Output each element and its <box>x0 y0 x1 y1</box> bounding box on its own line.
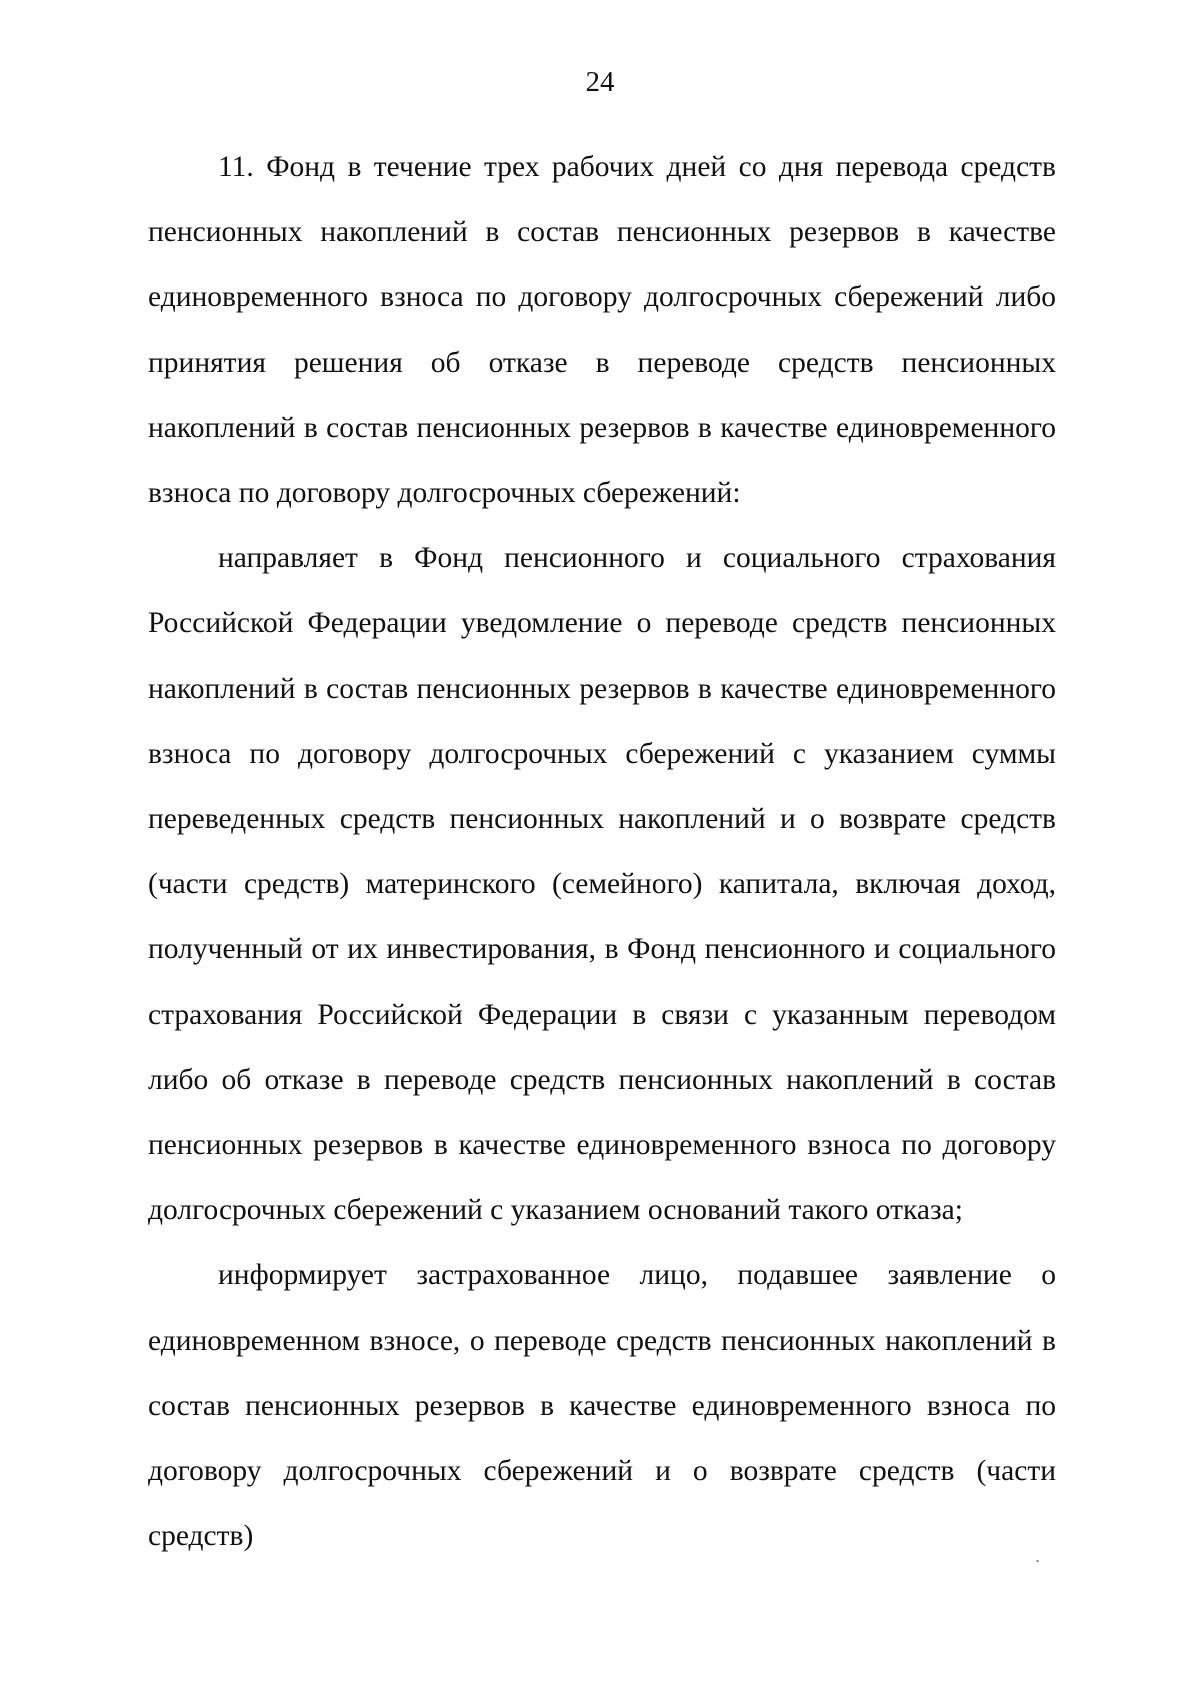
document-body <box>148 135 1056 1569</box>
paragraph-notifies-fund: направляет в Фонд пенсионного и социального страхования Российской Федерации уведомление о переводе средств пенсионных накоплений в состав пенсионных резервов в качестве единовременного взноса по договору долгосрочных сбережений с указанием суммы переведенных средств пенсионных накоплений и о возврате средств (части средств) материнского (семейного) капитала, включая доход, полученный от их инвестирования, в Фонд пенсионного и социального страхования Российской Федерации в связи с указанным переводом либо об отказе в переводе средств пенсионных накоплений в состав пенсионных резервов в качестве единовременного взноса по договору долгосрочных сбережений с указанием оснований такого отказа; <box>148 542 1056 1227</box>
scan-speck <box>1036 1560 1039 1562</box>
paragraph-informs-insured-person: информирует застрахованное лицо, подавшее заявление о единовременном взносе, о переводе средств пенсионных накоплений в состав пенсионных резервов в качестве единовременного взноса по договору долгосрочных сбережений и о возврате средств (части средств) <box>148 1259 1056 1553</box>
paragraph-item-11: 11. Фонд в течение трех рабочих дней со дня перевода средств пенсионных накоплений в состав пенсионных резервов в качестве единовременного взноса по договору долгосрочных сбережений либо принятия решения об отказе в переводе средств пенсионных накоплений в состав пенсионных резервов в качестве единовременного взноса по договору долгосрочных сбережений: <box>148 151 1056 510</box>
page-number: 24 <box>585 66 615 98</box>
